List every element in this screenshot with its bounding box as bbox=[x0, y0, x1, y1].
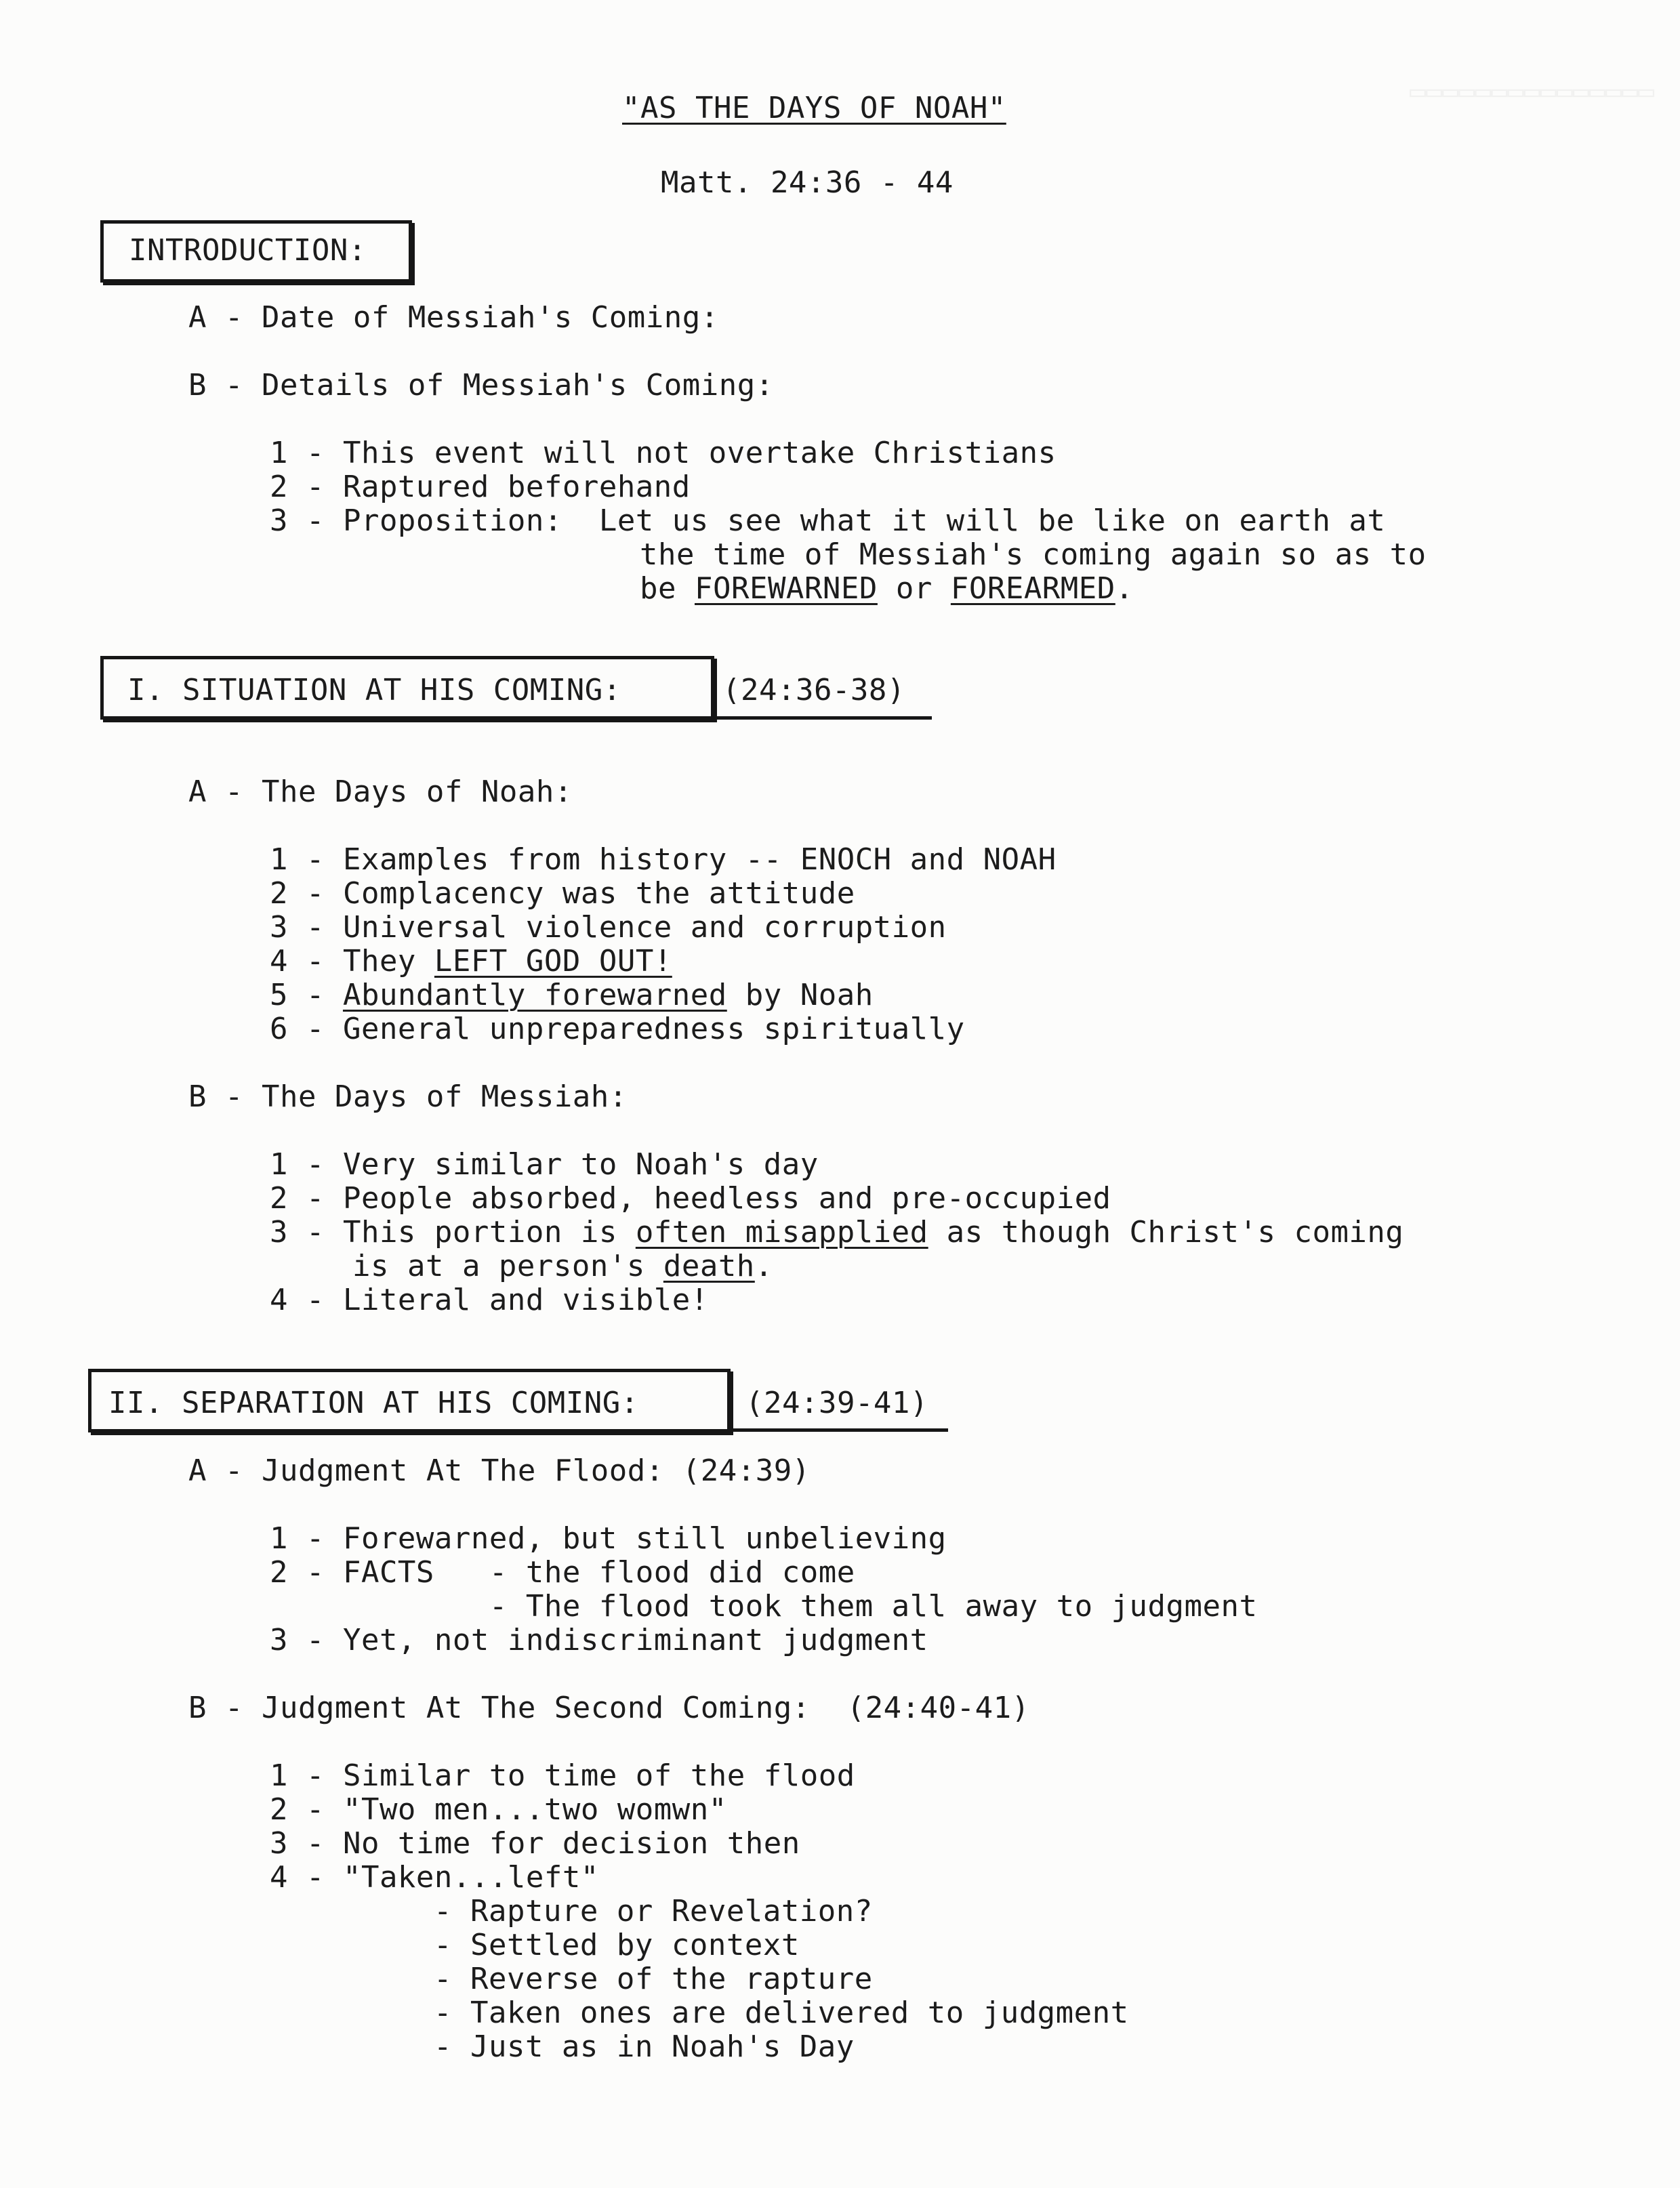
section-2-b4-subitem: - Just as in Noah's Day bbox=[434, 2029, 855, 2064]
section-2-b4-subitem: - Rapture or Revelation? bbox=[434, 1894, 873, 1928]
section-2-b4-subitem: - Taken ones are delivered to judgment bbox=[434, 1996, 1129, 2030]
section-2-b4-subitem: - Reverse of the rapture bbox=[434, 1962, 873, 1996]
section-2-b-item: 1 - Similar to time of the flood bbox=[270, 1758, 855, 1793]
section-1-reference: (24:36-38) bbox=[722, 673, 905, 707]
section-1-b-item: 4 - Literal and visible! bbox=[270, 1283, 709, 1317]
section-2-point-b: B - Judgment At The Second Coming: (24:40-41) bbox=[188, 1691, 1030, 1725]
proposition-line-3: be FOREWARNED or FOREARMED. bbox=[640, 571, 1134, 606]
section-2-b-item: 4 - "Taken...left" bbox=[270, 1860, 599, 1895]
intro-point-b: B - Details of Messiah's Coming: bbox=[188, 368, 774, 402]
section-1-b-item-continued: is at a person's death. bbox=[352, 1249, 773, 1283]
proposition-line-2: the time of Messiah's coming again so as to bbox=[640, 537, 1427, 572]
section-1-b-item: 3 - This portion is often misapplied as though Christ's coming bbox=[270, 1215, 1404, 1250]
section-1-a-item: 5 - Abundantly forewarned by Noah bbox=[270, 978, 874, 1012]
section-2-point-a: A - Judgment At The Flood: (24:39) bbox=[188, 1453, 811, 1488]
section-1-a-item: 6 - General unpreparedness spiritually bbox=[270, 1012, 965, 1046]
section-1-a-item: 2 - Complacency was the attitude bbox=[270, 876, 855, 911]
section-1-a-item: 3 - Universal violence and corruption bbox=[270, 910, 947, 945]
section-1-underline bbox=[712, 716, 932, 720]
section-1-point-a: A - The Days of Noah: bbox=[188, 775, 573, 809]
section-2-b-item: 2 - "Two men...two womwn" bbox=[270, 1792, 727, 1827]
introduction-heading: INTRODUCTION: bbox=[129, 233, 367, 268]
section-1-b-item: 2 - People absorbed, heedless and pre-occupied bbox=[270, 1181, 1111, 1216]
scripture-reference: Matt. 24:36 - 44 bbox=[661, 165, 954, 200]
page-title: "AS THE DAYS OF NOAH" bbox=[622, 91, 1006, 125]
section-2-b4-subitem: - Settled by context bbox=[434, 1928, 800, 1962]
section-2-heading: II. SEPARATION AT HIS COMING: bbox=[108, 1386, 639, 1420]
intro-item: 1 - This event will not overtake Christians bbox=[270, 436, 1057, 470]
section-2-b-item: 3 - No time for decision then bbox=[270, 1826, 800, 1861]
section-1-a-item: 4 - They LEFT GOD OUT! bbox=[270, 944, 672, 978]
section-2-a-item: 3 - Yet, not indiscriminant judgment bbox=[270, 1623, 928, 1657]
section-1-point-b: B - The Days of Messiah: bbox=[188, 1079, 628, 1114]
section-1-b-item: 1 - Very similar to Noah's day bbox=[270, 1147, 819, 1182]
section-2-a-item: - The flood took them all away to judgment bbox=[270, 1589, 1258, 1624]
section-1-heading: I. SITUATION AT HIS COMING: bbox=[127, 673, 621, 707]
section-2-underline bbox=[728, 1428, 948, 1432]
intro-item: 3 - Proposition: Let us see what it will be like on earth at bbox=[270, 503, 1386, 538]
section-2-a-item: 1 - Forewarned, but still unbelieving bbox=[270, 1521, 947, 1556]
section-1-a-item: 1 - Examples from history -- ENOCH and NOAH bbox=[270, 842, 1057, 877]
intro-item: 2 - Raptured beforehand bbox=[270, 470, 691, 504]
section-2-a-item: 2 - FACTS - the flood did come bbox=[270, 1555, 855, 1590]
intro-point-a: A - Date of Messiah's Coming: bbox=[188, 300, 719, 335]
bleed-through-text: ▭▭▭▭▭▭▭▭▭▭▭▭▭▭▭ bbox=[1410, 76, 1655, 107]
section-2-reference: (24:39-41) bbox=[745, 1386, 928, 1420]
